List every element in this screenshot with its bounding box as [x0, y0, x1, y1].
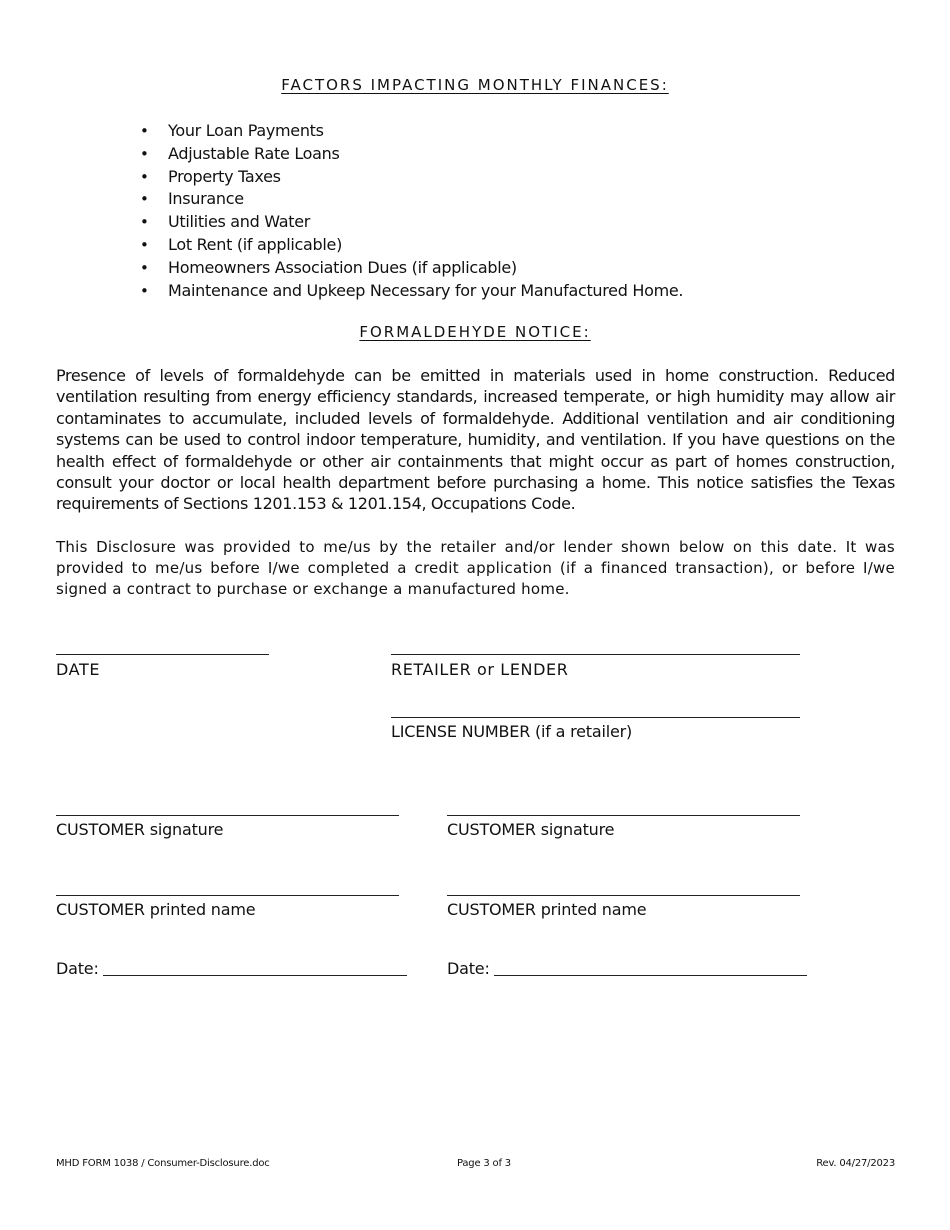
license-line[interactable] — [391, 717, 800, 718]
list-item: • Maintenance and Upkeep Necessary for your Manufactured Home. — [140, 280, 683, 303]
retailer-line[interactable] — [391, 654, 800, 655]
list-item: • Lot Rent (if applicable) — [140, 234, 683, 257]
customer-name-label-1: CUSTOMER printed name — [56, 900, 256, 919]
list-item: • Homeowners Association Dues (if applicable) — [140, 257, 683, 280]
formaldehyde-heading: FORMALDEHYDE NOTICE: — [359, 323, 591, 341]
list-item: • Your Loan Payments — [140, 120, 683, 143]
customer-signature-line-1[interactable] — [56, 815, 399, 816]
footer-page-number: Page 3 of 3 — [457, 1158, 511, 1169]
footer-form-id: MHD FORM 1038 / Consumer-Disclosure.doc — [56, 1158, 270, 1169]
customer-signature-label-2: CUSTOMER signature — [447, 820, 615, 839]
date-line[interactable] — [56, 654, 269, 655]
customer-name-line-1[interactable] — [56, 895, 399, 896]
list-item: • Adjustable Rate Loans — [140, 143, 683, 166]
footer-revision: Rev. 04/27/2023 — [816, 1158, 895, 1169]
customer-name-label-2: CUSTOMER printed name — [447, 900, 647, 919]
factors-list — [140, 120, 683, 302]
customer-name-line-2[interactable] — [447, 895, 800, 896]
date-label: DATE — [56, 660, 101, 679]
license-label: LICENSE NUMBER (if a retailer) — [391, 722, 633, 741]
retailer-label: RETAILER or LENDER — [391, 660, 569, 679]
customer-date-label-1: Date: — [56, 959, 99, 978]
customer-date-label-2: Date: — [447, 959, 490, 978]
list-item: • Utilities and Water — [140, 211, 683, 234]
list-item: • Insurance — [140, 188, 683, 211]
customer-date-line-2[interactable] — [494, 975, 807, 976]
customer-date-line-1[interactable] — [103, 975, 407, 976]
factors-heading: FACTORS IMPACTING MONTHLY FINANCES: — [281, 76, 669, 94]
customer-signature-label-1: CUSTOMER signature — [56, 820, 224, 839]
disclosure-text: This Disclosure was provided to me/us by the retailer and/or lender shown below on this date. It was provided to me/us before I/we completed a credit application (if a financed transaction), or before I/we signed a contract to purchase or exchange a manufactured home. — [56, 538, 895, 598]
formaldehyde-notice-text: Presence of levels of formaldehyde can be emitted in materials used in home construction. Reduced ventilation resulting from energy efficiency standards, increased temperate, or high humidity may allow air contaminates to accumulate, included levels of formaldehyde. Additional ventilation and air conditioning systems can be used to control indoor temperature, humidity, and ventilation. If you have questions on the health effect of formaldehyde or other air containments that might occur as part of homes construction, consult your doctor or local health department before purchasing a home. This notice satisfies the Texas requirements of Sections 1201.153 & 1201.154, Occupations Code. — [56, 366, 895, 514]
customer-signature-line-2[interactable] — [447, 815, 800, 816]
list-item: • Property Taxes — [140, 166, 683, 189]
